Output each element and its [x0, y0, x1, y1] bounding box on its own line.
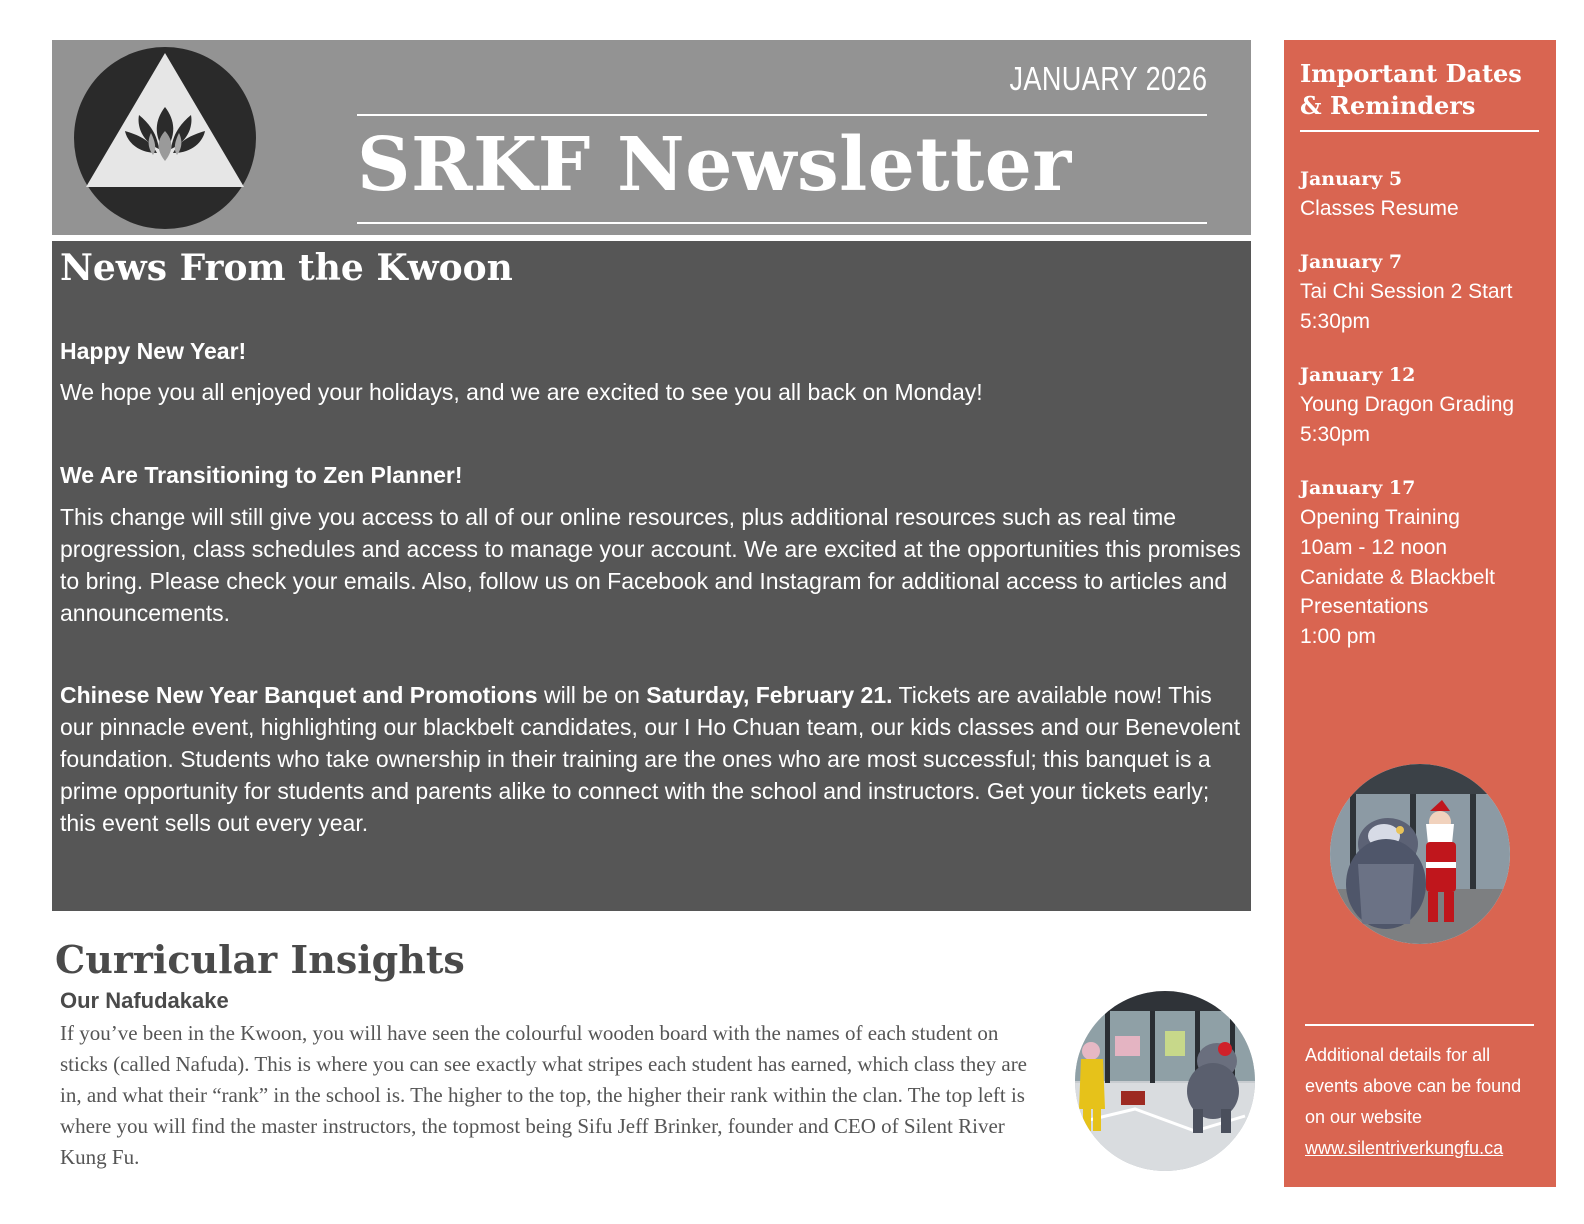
- header-bottom-rule: [357, 222, 1207, 224]
- event-line: Canidate & Blackbelt: [1300, 566, 1495, 589]
- event-line: 1:00 pm: [1300, 625, 1376, 648]
- sidebar-footer-text: Additional details for all events above can be found on our website: [1305, 1045, 1522, 1127]
- important-dates-sidebar: [1284, 40, 1556, 1187]
- event-line: 5:30pm: [1300, 310, 1371, 333]
- event-date-jan-5: January 5: [1300, 168, 1403, 190]
- curricular-body: If you’ve been in the Kwoon, you will have seen the colourful wooden board with the names of each student on sticks (called Nafuda). This is where you can see exactly what stripes each student has earned, which class they are in, and what their “rank” in the school is. The higher to the top, the higher their rank within the clan. The top left is where you will find the master instructors, the topmost being Sifu Jeff Brinker, founder and CEO of Silent River Kung Fu.: [60, 1021, 1028, 1169]
- event-line: 10am - 12 noon: [1300, 536, 1448, 559]
- banquet-lead-text: will be on: [537, 682, 647, 708]
- event-line: 5:30pm: [1300, 423, 1371, 446]
- website-link[interactable]: www.silentriverkungfu.ca: [1305, 1138, 1504, 1158]
- lion-dance-photo: [1075, 991, 1255, 1171]
- banquet-date: Saturday, February 21.: [646, 682, 893, 708]
- news-title: News From the Kwoon: [60, 247, 513, 289]
- curricular-title: Curricular Insights: [55, 937, 465, 982]
- lion-dance-santa-photo: [1330, 764, 1510, 944]
- event-line: Young Dragon Grading: [1300, 393, 1515, 416]
- event-line: Presentations: [1300, 595, 1429, 618]
- issue-month: JANUARY 2026: [1009, 60, 1207, 97]
- sidebar-footer: [1305, 1040, 1545, 1164]
- news-heading-zen-planner: We Are Transitioning to Zen Planner!: [60, 462, 463, 488]
- event-line: Opening Training: [1300, 506, 1460, 529]
- news-panel: [52, 241, 1251, 911]
- news-heading-new-year: Happy New Year!: [60, 338, 247, 364]
- lion-dance-image: [1075, 991, 1255, 1171]
- sidebar-title: Important Dates & Reminders: [1300, 59, 1522, 120]
- newsletter-header: [52, 40, 1251, 235]
- event-line: Classes Resume: [1300, 197, 1459, 220]
- event-date-jan-12: January 12: [1300, 364, 1416, 386]
- sidebar-footer-rule: [1305, 1024, 1534, 1026]
- newsletter-title: SRKF Newsletter: [357, 122, 1072, 208]
- event-date-jan-17: January 17: [1300, 477, 1416, 499]
- lion-dance-santa-image: [1330, 764, 1510, 944]
- news-body-zen-planner: This change will still give you access to all of our online resources, plus additional resources such as real time progression, class schedules and access to manage your account. We are excited at the opportunities this promises to bring. Please check your emails. Also, follow us on Facebook and Instagram for additional access to articles and announcements.: [60, 504, 1241, 626]
- sidebar-title-rule: [1300, 130, 1539, 132]
- banquet-details: Tickets are available now! This our pinnacle event, highlighting our blackbelt candidates, our I Ho Chuan team, our kids classes and our Benevolent foundation. Students who take ownership in their training are the ones who are most successful; this banquet is a prime opportunity for students and parents alike to connect with the school and instructors. Get your tickets early; this event sells out every year.: [60, 682, 1241, 836]
- lotus-triangle-logo-icon: [72, 45, 258, 231]
- news-body-banquet: [60, 679, 1250, 839]
- news-body-new-year: We hope you all enjoyed your holidays, and we are excited to see you all back on Monday!: [60, 379, 983, 405]
- curricular-subtitle: Our Nafudakake: [60, 988, 229, 1013]
- event-date-jan-7: January 7: [1300, 251, 1403, 273]
- event-line: Tai Chi Session 2 Start: [1300, 280, 1513, 303]
- banquet-event-name: Chinese New Year Banquet and Promotions: [60, 682, 538, 708]
- header-top-rule: [357, 114, 1207, 116]
